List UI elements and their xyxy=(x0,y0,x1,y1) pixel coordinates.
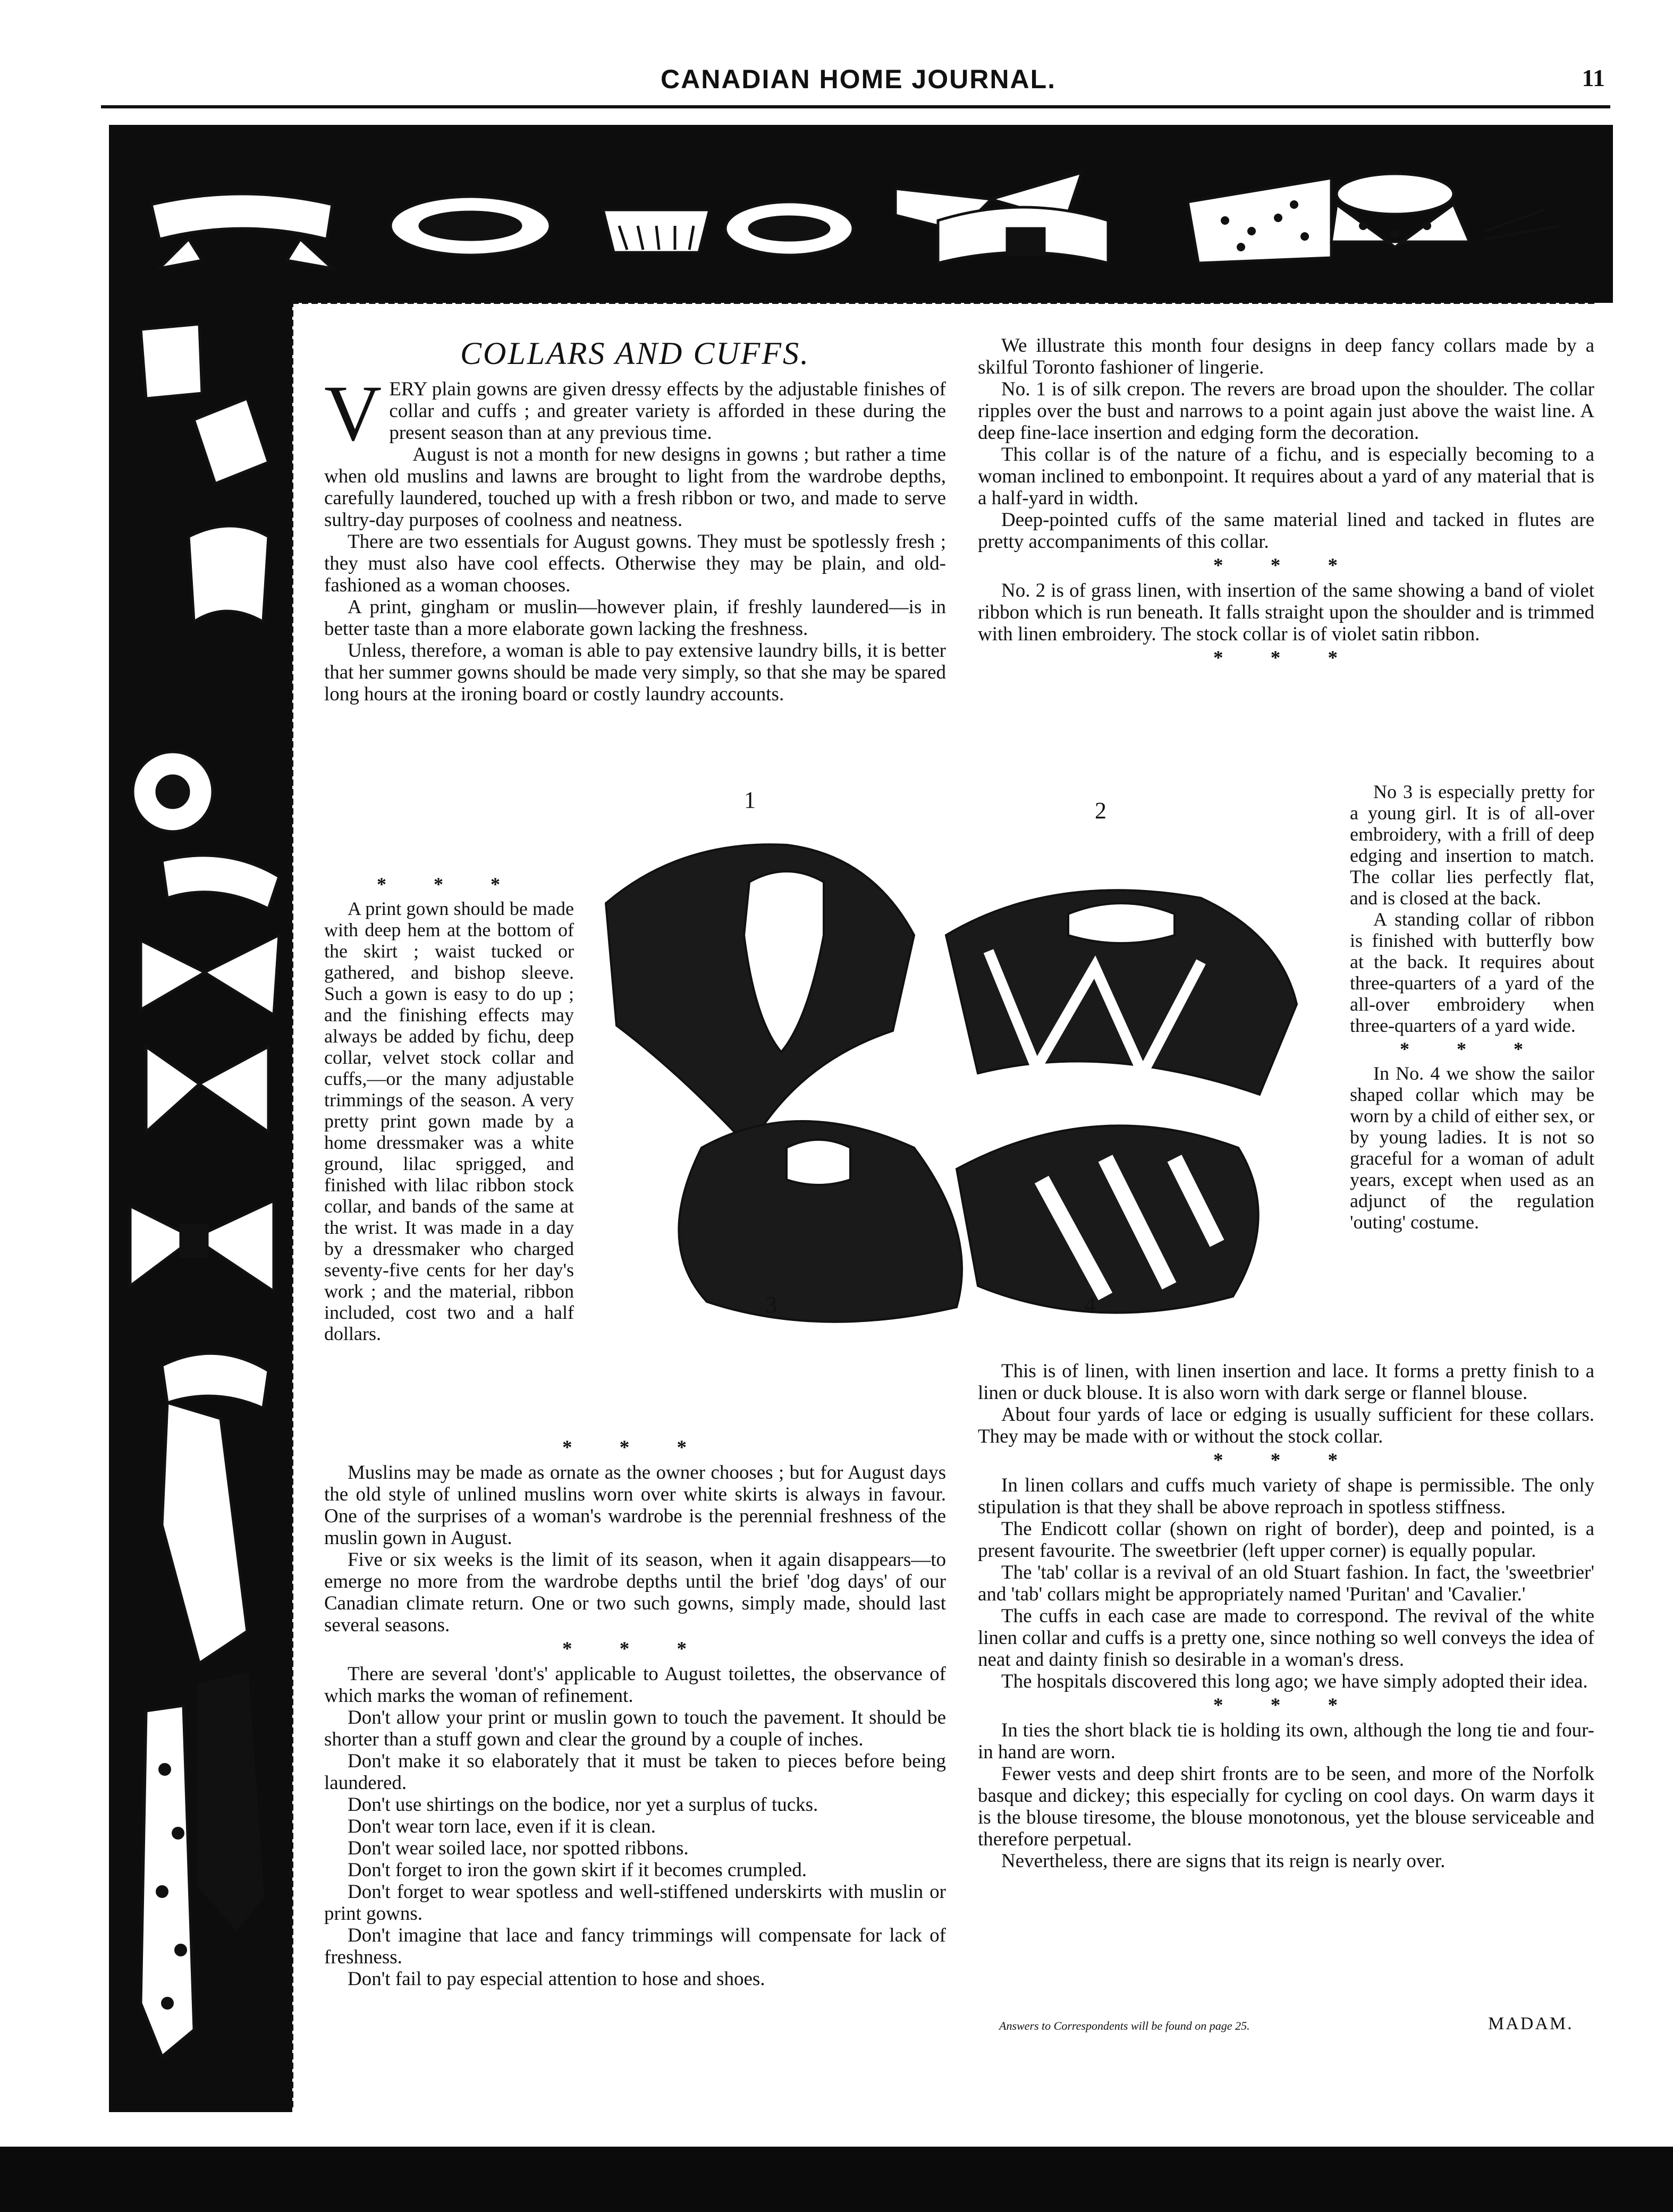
section-divider: * * * xyxy=(1213,1450,1359,1471)
paragraph: We illustrate this month four designs in deep fancy collars made by a skilful Toronto fashioner of lingerie. xyxy=(978,335,1594,378)
dont-item: Don't use shirtings on the bodice, nor yet a surplus of tucks. xyxy=(348,1794,818,1816)
section-divider: * * * xyxy=(1213,1694,1359,1716)
paragraph: Nevertheless, there are signs that its reign is nearly over. xyxy=(1001,1850,1446,1872)
paragraph: Muslins may be made as ornate as the owner chooses ; but for August days the old style of unlined muslins worn over white skirts is always in favour. One of the surprises of a woman's wardrobe is the perennial freshness of the muslin gown in August. xyxy=(324,1462,946,1549)
paragraph: No. 2 is of grass linen, with insertion of the same showing a band of violet ribbon which is run beneath. It falls straight upon the shoulder and is trimmed with linen embroidery. The stock collar is of violet satin ribbon. xyxy=(978,580,1594,645)
paragraph: In linen collars and cuffs much variety of shape is permissible. The only stipulation is that they shall be above reproach in spotless stiffness. xyxy=(978,1474,1594,1518)
paragraph: This is of linen, with linen insertion and lace. It forms a pretty finish to a linen or duck blouse. It is also worn with dark serge or flannel blouse. xyxy=(978,1360,1594,1404)
paragraph: This collar is of the nature of a fichu, and is especially becoming to a woman inclined to embonpoint. It requires about a yard of any material that is a half-yard in width. xyxy=(978,444,1594,509)
paragraph: Fewer vests and deep shirt fronts are to be seen, and more of the Norfolk basque and dickey; this especially for cycling on cool days. On warm days it is the blouse tiresome, the blouse monotonous, yet the blouse serviceable and therefore perpetual. xyxy=(978,1763,1594,1850)
drop-cap: V xyxy=(324,369,382,457)
paragraph: Unless, therefore, a woman is able to pay extensive laundry bills, it is better that her summer gowns should be made very simply, so that she may be spared long hours at the ironing board or costly laundry accounts. xyxy=(324,640,946,705)
dont-item: Don't forget to iron the gown skirt if it becomes crumpled. xyxy=(348,1859,807,1881)
dont-item: Don't wear torn lace, even if it is clean. xyxy=(348,1816,656,1837)
paragraph: A print gown should be made with deep hem at the bottom of the skirt ; waist tucked or gathered, and bishop sleeve. Such a gown is easy to do up ; and the finishing effects may always be added by fichu, deep collar, velvet stock collar and cuffs,—or the many adjustable trimmings of the season. A very pretty print gown made by a home dressmaker was a white ground, lilac sprigged, and finished with lilac ribbon stock collar, and bands of the same at the wrist. It was made in a day by a dressmaker who charged seventy-five cents for her day's work ; and the material, ribbon included, cost two and a half dollars. xyxy=(324,898,574,1344)
paragraph: The 'tab' collar is a revival of an old Stuart fashion. In fact, the 'sweetbrier' and 'tab' collars might be appropriately named 'Puritan' and 'Cavalier.' xyxy=(978,1562,1594,1605)
dont-item: Don't wear soiled lace, nor spotted ribbons. xyxy=(348,1837,689,1859)
masthead: CANADIAN HOME JOURNAL. xyxy=(661,64,1056,94)
article-title: COLLARS AND CUFFS. xyxy=(460,336,810,371)
collar-illustrations-top xyxy=(109,125,1613,303)
section-divider: * * * xyxy=(1213,555,1359,577)
correspondents-note: Answers to Correspondents will be found on page 25. xyxy=(999,2019,1250,2032)
paragraph: A print, gingham or muslin—however plain, if freshly laundered—is in better taste than a more elaborate gown lacking the freshness. xyxy=(324,596,946,640)
dont-item: Don't imagine that lace and fancy trimmings will compensate for lack of freshness. xyxy=(324,1925,946,1968)
article-column-left-upper xyxy=(324,335,946,705)
dont-item: Don't allow your print or muslin gown to touch the pavement. It should be shorter than a stuff gown and clear the ground by a couple of inches. xyxy=(324,1707,946,1750)
section-divider: * * * xyxy=(1213,647,1359,669)
paragraph: A standing collar of ribbon is finished with butterfly bow at the back. It requires about three-quarters of a yard of the all-over embroidery when three-quarters of a yard wide. xyxy=(1350,909,1594,1036)
article-column-left-narrow xyxy=(324,871,574,1344)
collar-label-2: 2 xyxy=(1095,798,1106,824)
paragraph: Five or six weeks is the limit of its season, when it again disappears—to emerge no more from the wardrobe depths until the brief 'dog days' of our Canadian climate return. One or two such gowns, simply made, should last several seasons. xyxy=(324,1549,946,1636)
article-column-left-lower xyxy=(324,1435,946,1990)
paragraph: The cuffs in each case are made to correspond. The revival of the white linen collar and cuffs is a pretty one, since nothing so well conveys the idea of neat and dainty finish so desirable in a woman's dress. xyxy=(978,1605,1594,1671)
paragraph: There are several 'dont's' applicable to August toilettes, the observance of which marks the woman of refinement. xyxy=(324,1663,946,1707)
collar-label-3: 3 xyxy=(765,1292,777,1318)
header-rule xyxy=(101,105,1610,108)
paragraph: Deep-pointed cuffs of the same material lined and tacked in flutes are pretty accompaniments of this collar. xyxy=(978,509,1594,553)
article-column-right-upper xyxy=(978,335,1594,672)
section-divider: * * * xyxy=(562,1437,708,1459)
bottom-border-band xyxy=(0,2147,1673,2212)
dont-item: Don't make it so elaborately that it must be taken to pieces before being laundered. xyxy=(324,1750,946,1794)
paragraph: The Endicott collar (shown on right of border), deep and pointed, is a present favourite. The sweetbrier (left upper corner) is equally popular. xyxy=(978,1518,1594,1562)
article-column-right-narrow xyxy=(1350,781,1594,1233)
section-divider: * * * xyxy=(1400,1038,1544,1060)
page-number: 11 xyxy=(1582,64,1605,91)
article-column-right-lower xyxy=(978,1360,1594,1872)
four-collars-illustration xyxy=(574,776,1350,1350)
paragraph: In ties the short black tie is holding its own, although the long tie and four-in hand are worn. xyxy=(978,1719,1594,1763)
section-divider: * * * xyxy=(562,1638,708,1660)
paragraph: About four yards of lace or edging is usually sufficient for these collars. They may be made with or without the stock collar. xyxy=(978,1404,1594,1447)
dont-item: Don't forget to wear spotless and well-stiffened underskirts with muslin or print gowns. xyxy=(324,1881,946,1925)
paragraph: The hospitals discovered this long ago; we have simply adopted their idea. xyxy=(1001,1671,1588,1692)
paragraph: No 3 is especially pretty for a young girl. It is of all-over embroidery, with a frill of deep edging and insertion to match. The collar lies perfectly flat, and is closed at the back. xyxy=(1350,781,1594,909)
paragraph: August is not a month for new designs in gowns ; but rather a time when old muslins and lawns are brought to light from the wardrobe depths, carefully laundered, touched up with a fresh ribbon or two, and made to serve sultry-day purposes of coolness and neatness. xyxy=(324,444,946,531)
paragraph: In No. 4 we show the sailor shaped collar which may be worn by a child of either sex, or by young ladies. It is not so graceful for a woman of adult years, except when used as an adjunct of the regulation 'outing' costume. xyxy=(1350,1063,1594,1233)
paragraph: VERY plain gowns are given dressy effects by the adjustable finishes of collar and cuffs ; and greater variety is afforded in these during the present season than at any previous time. xyxy=(324,369,946,457)
collar-label-1: 1 xyxy=(744,787,756,813)
paragraph: No. 1 is of silk crepon. The revers are broad upon the shoulder. The collar ripples over the bust and narrows to a point again just above the waist line. A deep fine-lace insertion and edging form the decoration. xyxy=(978,378,1594,444)
paragraph: There are two essentials for August gowns. They must be spotlessly fresh ; they must also have cool effects. Otherwise they may be plain, and old-fashioned as a woman chooses. xyxy=(324,531,946,596)
collar-label-4: 4 xyxy=(1084,1292,1096,1318)
cuff-and-tie-illustrations-left xyxy=(109,303,292,2109)
page-header xyxy=(112,64,1605,106)
section-divider: * * * xyxy=(377,874,521,895)
dont-item: Don't fail to pay especial attention to hose and shoes. xyxy=(348,1968,765,1990)
author-signature: MADAM. xyxy=(1488,2014,1574,2033)
